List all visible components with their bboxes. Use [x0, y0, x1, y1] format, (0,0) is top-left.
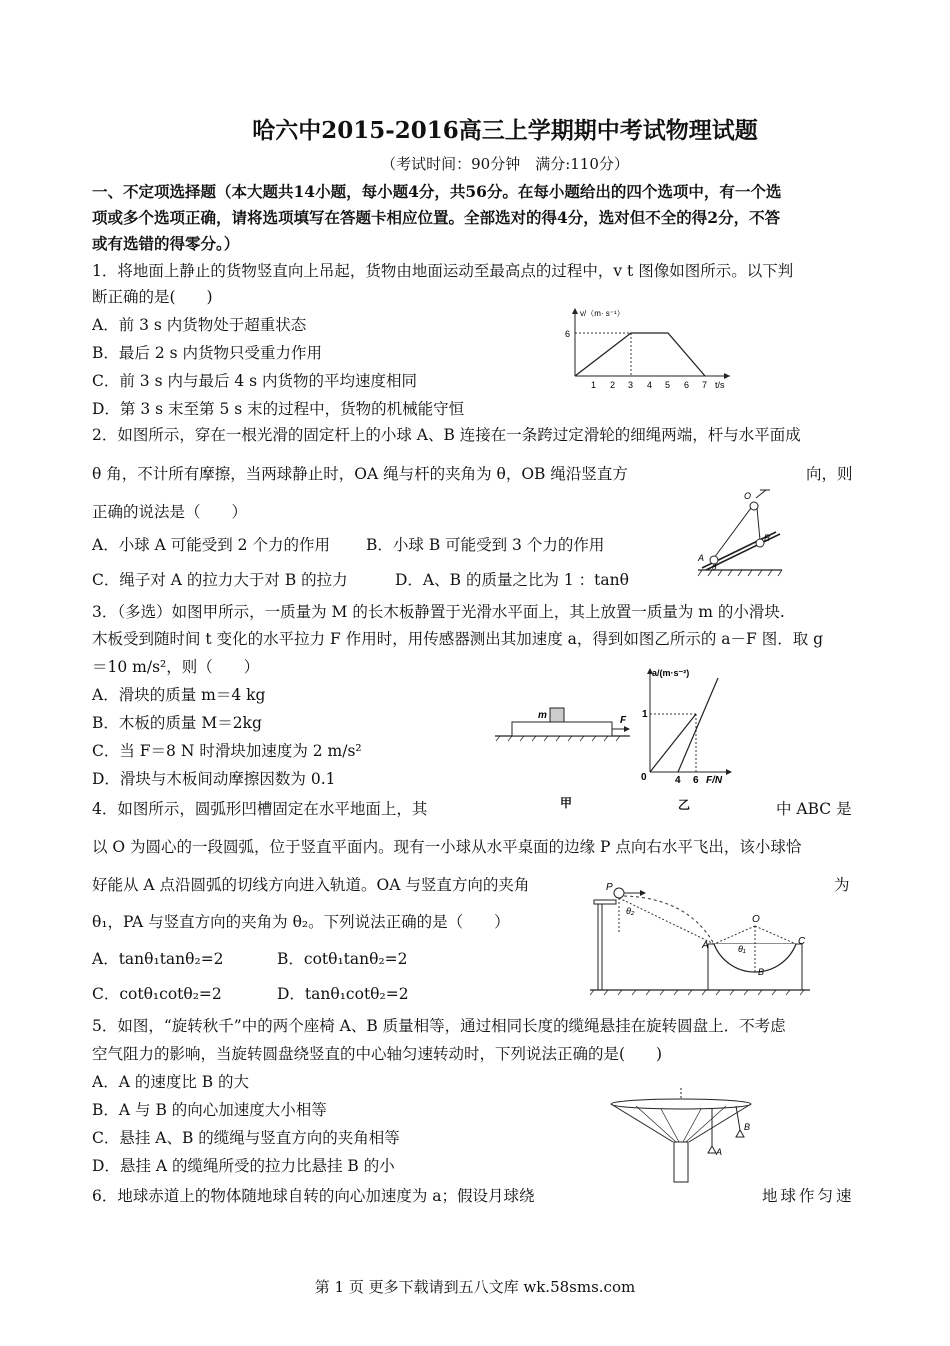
q4-label-b: B	[758, 967, 765, 977]
q1-y-value: 6	[565, 329, 571, 339]
section-instructions-line2: 项或多个选项正确，请将选项填写在答题卡相应位置。全部选对的得4分，选对但不全的得2分，不答	[92, 208, 781, 227]
q1-tick-1: 1	[591, 380, 597, 390]
q5-label-b: B	[744, 1122, 751, 1132]
q5-stem-line1: 5．如图，“旋转秋千”中的两个座椅 A、B 质量相等，通过相同长度的缆绳悬挂在旋转圆盘上．不考虑	[92, 1017, 786, 1035]
q1-x-label: t/s	[715, 380, 725, 390]
page-title: 哈六中2015-2016高三上学期期中考试物理试题	[252, 117, 758, 144]
q2-option-b: B．小球 B 可能受到 3 个力的作用	[366, 536, 605, 554]
q4-label-o: O	[752, 914, 760, 925]
q4-stem-line1: 4．如图所示，圆弧形凹槽固定在水平地面上，其	[92, 800, 428, 818]
q4-label-p: P	[606, 882, 613, 893]
q1-vt-graph	[560, 304, 740, 396]
q4-ball	[614, 888, 624, 898]
q3-stem-line2: 木板受到随时间 t 变化的水平拉力 F 作用时，用传感器测出其加速度 a，得到如图乙所示的 a－F 图．取 g	[92, 630, 824, 648]
q2-ball-b	[756, 539, 764, 547]
q3-option-a: A．滑块的质量 m＝4 kg	[92, 686, 266, 704]
q2-option-a: A．小球 A 可能受到 2 个力的作用	[92, 536, 330, 554]
exam-info: （考试时间：90分钟 满分:110分）	[381, 155, 629, 173]
q2-stem-line2-right: 向，则	[806, 465, 853, 483]
q3-option-c: C．当 F＝8 N 时滑块加速度为 2 m/s²	[92, 742, 362, 760]
q5-option-b: B．A 与 B 的向心加速度大小相等	[92, 1101, 327, 1119]
q1-tick-5: 5	[665, 380, 671, 390]
q5-rotating-disk	[611, 1099, 751, 1109]
q1-stem-line2: 断正确的是( )	[92, 288, 213, 306]
q3-long-board	[512, 722, 612, 736]
q3-block	[550, 708, 564, 722]
page-footer: 第 1 页 更多下载请到五八文库 wk.58sms.com	[314, 1278, 636, 1296]
q2-stem-line1: 2．如图所示，穿在一根光滑的固定杆上的小球 A、B 连接在一条跨过定滑轮的细绳两端，杆与水平面成	[92, 426, 801, 444]
q1-option-c: C．前 3 s 内与最后 4 s 内货物的平均速度相同	[92, 372, 418, 390]
q3-label-jia: 甲	[560, 796, 573, 810]
q1-tick-2: 2	[610, 380, 616, 390]
q5-option-c: C．悬挂 A、B 的缆绳与竖直方向的夹角相等	[92, 1129, 400, 1147]
q4-stem-line3-right: 为	[834, 876, 850, 894]
q5-option-d: D．悬挂 A 的缆绳所受的拉力比悬挂 B 的小	[92, 1157, 395, 1175]
q4-stem-line3: 好能从 A 点沿圆弧的切线方向进入轨道。OA 与竖直方向的夹角	[92, 876, 530, 894]
q2-rope-ob	[757, 508, 760, 540]
q3-board-figure	[490, 696, 635, 746]
q4-label-a: A	[702, 940, 709, 951]
q4-option-a: A．tanθ₁tanθ₂=2	[92, 950, 224, 968]
q2-stem-line2: θ 角，不计所有摩擦，当两球静止时，OA 绳与杆的夹角为 θ，OB 绳沿竖直方	[92, 465, 628, 483]
q5-cable-b	[736, 1106, 740, 1130]
q5-center-shaft	[674, 1142, 688, 1182]
q4-arc-figure	[588, 878, 814, 996]
q2-label-theta: θ	[712, 563, 717, 572]
q3-label-yi: 乙	[678, 798, 691, 812]
q2-label-o: O	[744, 491, 752, 501]
q1-tick-3: 3	[628, 380, 634, 390]
q1-stem-line1: 1．将地面上静止的货物竖直向上吊起，货物由地面运动至最高点的过程中，v t 图像如图所示。以下判	[92, 262, 794, 280]
q3-x-tick-4: 4	[675, 775, 681, 786]
q3-force-label: F	[620, 715, 627, 726]
q2-option-c: C．绳子对 A 的拉力大于对 B 的拉力	[92, 571, 348, 589]
q4-stem-line2: 以 O 为圆心的一段圆弧，位于竖直平面内。现有一小球从水平桌面的边缘 P 点向右水平飞出，该小球恰	[92, 838, 802, 856]
q1-vt-line	[575, 333, 705, 376]
q4-option-d: D．tanθ₁cotθ₂=2	[277, 985, 409, 1003]
q3-origin: 0	[641, 772, 647, 783]
q3-line-low	[650, 714, 696, 772]
q2-label-b: B	[764, 533, 771, 543]
q2-label-a: A	[698, 553, 705, 563]
q5-option-a: A．A 的速度比 B 的大	[92, 1073, 250, 1091]
q4-trajectory	[624, 896, 714, 944]
q4-label-theta1: θ₁	[738, 944, 746, 954]
q2-stem-line3: 正确的说法是（ ）	[92, 503, 248, 521]
q3-x-tick-6: 6	[693, 775, 699, 786]
q6-stem-line1-right: 地球作匀速	[762, 1187, 855, 1205]
q2-option-d: D．A、B 的质量之比为 1 ：tanθ	[395, 571, 629, 589]
q1-y-label: v/（m· s⁻¹）	[580, 309, 625, 318]
q3-stem-line3: ＝10 m/s²，则（ ）	[92, 658, 260, 676]
q4-option-b: B．cotθ₁tanθ₂=2	[277, 950, 408, 968]
q4-stem-line4: θ₁，PA 与竖直方向的夹角为 θ₂。下列说法正确的是（ ）	[92, 913, 510, 931]
q3-x-label: F/N	[706, 775, 723, 786]
section-instructions-line3: 或有选错的得零分。）	[92, 234, 240, 253]
q1-option-d: D．第 3 s 末至第 5 s 末的过程中，货物的机械能守恒	[92, 400, 465, 418]
section-instructions-line1: 一、不定项选择题（本大题共14小题，每小题4分，共56分。在每小题给出的四个选项中，有一个选	[92, 182, 782, 201]
q1-option-b: B．最后 2 s 内货物只受重力作用	[92, 344, 322, 362]
q5-seat-b	[736, 1130, 744, 1137]
q3-y-value: 1	[642, 709, 648, 720]
q3-line-high	[678, 678, 718, 772]
q3-stem-line1: 3．（多选）如图甲所示，一质量为 M 的长木板静置于光滑水平面上，其上放置一质量为 m 的小滑块.	[92, 603, 785, 621]
q3-option-b: B．木板的质量 M＝2kg	[92, 714, 262, 732]
q4-label-c: C	[798, 936, 806, 947]
q3-af-graph	[638, 664, 738, 786]
q4-table-top	[594, 900, 616, 904]
q3-y-label: a/(m·s⁻²)	[652, 668, 690, 678]
q1-tick-7: 7	[702, 380, 708, 390]
q1-tick-4: 4	[647, 380, 653, 390]
q4-stem-line1-right: 中 ABC 是	[776, 800, 852, 818]
q1-option-a: A．前 3 s 内货物处于超重状态	[92, 316, 307, 334]
q3-option-d: D．滑块与木板间动摩擦因数为 0.1	[92, 770, 336, 788]
q4-label-theta2: θ₂	[626, 906, 635, 916]
q5-seat-a	[708, 1146, 716, 1153]
q1-tick-6: 6	[684, 380, 690, 390]
q4-option-c: C．cotθ₁cotθ₂=2	[92, 985, 222, 1003]
q6-stem-line1: 6．地球赤道上的物体随地球自转的向心加速度为 a；假设月球绕	[92, 1187, 535, 1205]
q3-block-label: m	[538, 710, 547, 721]
q5-swing-figure	[606, 1086, 756, 1184]
q5-label-a: A	[716, 1147, 723, 1157]
q5-stem-line2: 空气阻力的影响，当旋转圆盘绕竖直的中心轴匀速转动时，下列说法正确的是( )	[92, 1045, 663, 1063]
q2-pulley-figure	[690, 488, 790, 580]
